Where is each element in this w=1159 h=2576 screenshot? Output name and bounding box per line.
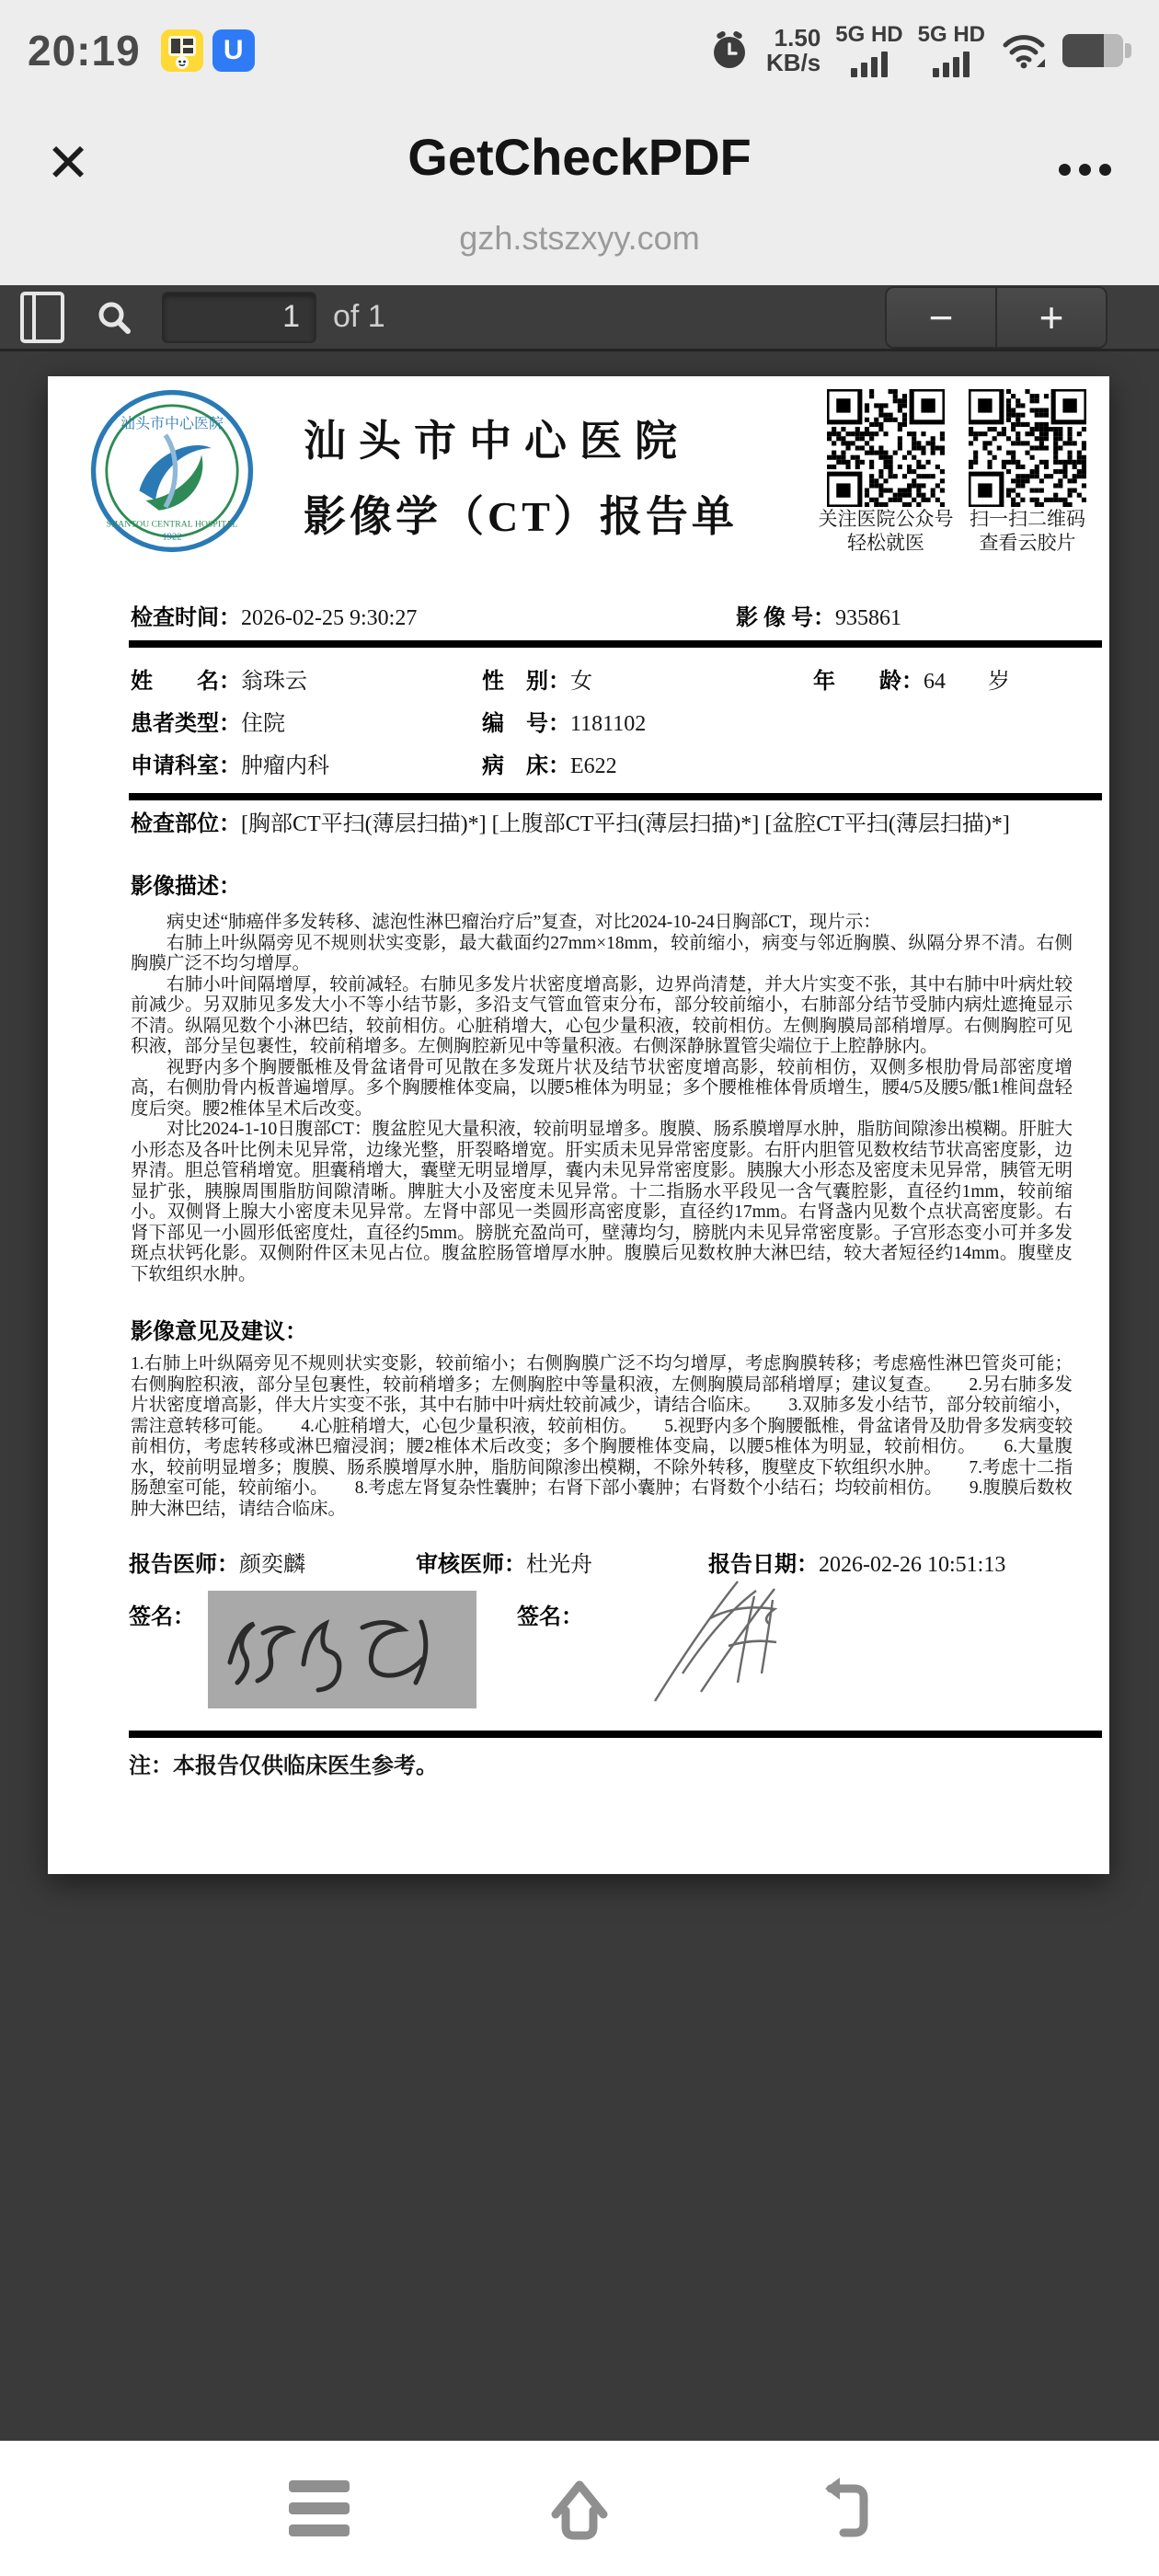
report-doctor-signature <box>208 1591 476 1708</box>
svg-text:1922: 1922 <box>162 531 182 543</box>
xianyu-app-glyph <box>161 29 203 72</box>
notification-app-icons <box>161 29 255 72</box>
qr-film-figure <box>964 389 1091 555</box>
description-paragraph: 病史述“肺癌伴多发转移、滤泡性淋巴瘤治疗后”复查，对比2024-10-24日胸部CT，现片示： <box>166 913 881 932</box>
report-doctor: 报告医师：颜奕麟 <box>129 1553 305 1577</box>
qr-follow-caption: 关注医院公众号 轻松就医 <box>818 508 954 554</box>
report-titles <box>304 408 738 544</box>
signature-strokes <box>600 1563 876 1710</box>
zoom-in-button[interactable]: + <box>997 288 1106 347</box>
opinion-paragraph: 1.右肺上叶纵隔旁见不规则状实变影，较前缩小；右侧胸膜广泛不均匀增厚，考虑胸膜转移；考虑癌性淋巴管炎可能；右侧胸腔积液，部分呈包裹性，较前稍增多；左侧胸腔中等量积液，左侧胸膜局部稍增厚；建议复查。 2.另右肺多发片状密度增高影，伴大片实变不张，其中右肺中叶病灶较前减少，请结合临床。 3.双肺多发小结节，部分较前缩小，需注意转移可能。 4.心脏稍增大，心包少量积液，较前相仿。 5.视野内多个胸腰骶椎，骨盆诸骨及肋骨多发病变较前相仿，考虑转移或淋巴瘤浸润；腰2椎体术后改变；多个胸腰椎体变扁，以腰5椎体为明显，较前相仿。 6.大量腹水，较前明显增多；腹膜、肠系膜增厚水肿，脂肪间隙渗出模糊，不除外转移，腹壁皮下软组织水肿。 7.考虑十二指肠憩室可能，较前缩小。 8.考虑左肾复杂性囊肿；右肾下部小囊肿；右肾数个小结石；均较前相仿。 9.腹膜后数枚肿大淋巴结，请结合临床。 <box>131 1354 1073 1519</box>
divider <box>129 640 1102 648</box>
signal-bars-icon <box>933 50 970 77</box>
image-number: 影 像 号：935861 <box>736 606 901 630</box>
svg-text:SHANTOU CENTRAL HOSPITAL: SHANTOU CENTRAL HOSPITAL <box>106 519 238 530</box>
patient-gender: 性 别：女 <box>482 669 592 694</box>
alarm-clock-icon <box>707 29 752 73</box>
search-icon <box>94 297 134 338</box>
home-button[interactable] <box>543 2472 616 2546</box>
close-icon[interactable]: ✕ <box>45 133 91 193</box>
divider <box>129 1731 1102 1738</box>
request-dept: 申请科室：肿瘤内科 <box>131 753 329 778</box>
network-speed: 1.50 KB/s <box>766 23 821 76</box>
patient-name: 姓 名：翁珠云 <box>131 669 307 694</box>
back-icon <box>803 2472 877 2546</box>
footer-note: 注：本报告仅供临床医生参考。 <box>129 1754 438 1778</box>
qr-film-code <box>969 389 1086 507</box>
exam-time-row <box>131 599 1067 631</box>
patient-row <box>131 657 1067 699</box>
back-button[interactable] <box>803 2472 877 2546</box>
description-paragraph: 右肺小叶间隔增厚，较前减轻。右肺见多发片状密度增高影，边界尚清楚，并大片实变不张，其中右肺中叶病灶较前减少。另双肺见多发大小不等小结节影，多沿支气管血管束分布，部分较前缩小，右肺部分结节受肺内病灶遮掩显示不清。纵隔见数个小淋巴结，较前相仿。心脏稍增大，心包少量积液，较前相仿。左侧胸膜局部稍增厚。右侧胸腔可见积液，部分呈包裹性，较前稍增多。左侧胸腔新见中等量积液。右侧深静脉置管尖端位于上腔静脉内。 <box>131 974 1073 1056</box>
battery-icon <box>1062 34 1131 67</box>
patient-type: 患者类型：住院 <box>131 711 285 736</box>
patient-number: 编 号：1181102 <box>482 711 647 736</box>
signature-strokes <box>208 1591 476 1708</box>
sim1-signal: 5G HD <box>835 24 902 77</box>
pdf-toolbar <box>0 285 1159 351</box>
patient-age: 年 龄：64 岁 <box>813 669 1010 694</box>
description-heading: 影像描述： <box>131 875 241 899</box>
signature-row <box>129 1591 1073 1721</box>
home-icon <box>543 2472 616 2546</box>
signal-bars-icon <box>851 50 888 77</box>
zoom-controls <box>885 286 1107 349</box>
hospital-name: 汕头市中心医院 <box>304 418 690 465</box>
menu-icon <box>289 2480 350 2536</box>
sidebar-toggle-button[interactable] <box>18 293 66 341</box>
divider <box>129 793 1102 800</box>
wifi-icon <box>1000 30 1048 71</box>
patient-row <box>131 699 1067 742</box>
review-doctor-signature <box>600 1563 876 1710</box>
search-button[interactable] <box>90 293 138 341</box>
uc-app-icon: U <box>212 29 255 72</box>
android-nav-bar <box>0 2441 1159 2576</box>
review-doctor: 审核医师：杜光舟 <box>416 1553 592 1577</box>
report-header <box>90 389 1091 571</box>
qr-follow-figure <box>818 389 954 555</box>
sign-label: 签名： <box>517 1605 583 1629</box>
exam-time: 检查时间：2026-02-25 9:30:27 <box>131 606 418 630</box>
qr-codes <box>818 389 1091 555</box>
more-menu-icon[interactable] <box>1059 164 1111 176</box>
qr-film-caption: 扫一扫二维码 查看云胶片 <box>970 508 1085 554</box>
status-indicators <box>707 24 1131 77</box>
svg-text:汕头市中心医院: 汕头市中心医院 <box>120 416 224 432</box>
patient-row <box>131 742 1067 784</box>
app-header <box>0 101 1159 285</box>
description-paragraph: 视野内多个胸腰骶椎及骨盆诸骨可见散在多发斑片状及结节状密度增高影，较前相仿，双侧多根肋骨局部密度增高，右侧肋骨内板普遍增厚。多个胸腰椎体变扁，以腰5椎体为明显；多个腰椎椎体骨质增生，腰4/5及腰5/骶1椎间盘轻度后突。腰2椎体呈术后改变。 <box>131 1057 1073 1119</box>
patient-info <box>131 657 1067 784</box>
sign-label: 签名： <box>129 1605 195 1629</box>
report-page <box>48 376 1109 1874</box>
opinion-body <box>131 1354 1073 1520</box>
sim2-signal: 5G HD <box>918 24 985 77</box>
page-title: GetCheckPDF <box>407 128 752 186</box>
qr-follow-code <box>827 389 945 507</box>
report-date: 报告日期：2026-02-26 10:51:13 <box>708 1553 1006 1577</box>
page-number-input[interactable]: 1 <box>162 292 316 343</box>
status-bar <box>0 0 1159 101</box>
clock-time: 20:19 <box>28 27 141 75</box>
description-paragraph: 右肺上叶纵隔旁见不规则状实变影，最大截面约27mm×18mm，较前缩小，病变与邻近胸膜、纵隔分界不清。右侧胸膜广泛不均匀增厚。 <box>131 933 1073 973</box>
page-count-label: of 1 <box>333 299 385 334</box>
bed-number: 病 床：E622 <box>482 753 617 778</box>
description-body <box>131 913 1073 1285</box>
exam-parts: 检查部位：[胸部CT平扫(薄层扫描)*] [上腹部CT平扫(薄层扫描)*] [盆腔CT平扫(薄层扫描)*] <box>131 812 1010 836</box>
recents-menu-button[interactable] <box>282 2472 356 2546</box>
description-paragraph: 对比2024-1-10日腹部CT：腹盆腔见大量积液，较前明显增多。腹膜、肠系膜增厚水肿，脂肪间隙渗出模糊。肝脏大小形态及各叶比例未见异常，边缘光整，肝裂略增宽。肝实质未见异常密度影。右肝内胆管见数枚结节状高密度影，边界清。胆总管稍增宽。胆囊稍增大，囊壁无明显增厚，囊内未见异常密度影。胰腺大小形态及密度未见异常，胰管无明显扩张，胰腺周围脂肪间隙清晰。脾脏大小及密度未见异常。十二指肠水平段见一含气囊腔影，直径约1mm，较前缩小。双侧肾上腺大小密度未见异常。左肾中部见一类圆形高密度影，直径约17mm。右肾盏内见数个点状高密度影。右肾下部见一小圆形低密度灶，直径约5mm。膀胱充盈尚可，壁薄均匀，膀胱内未见异常密度影。子宫形态变小可并多发斑点状钙化影。双侧附件区未见占位。腹盆腔肠管增厚水肿。腹膜后见数枚肿大淋巴结，较大者短径约14mm。腹壁皮下软组织水肿。 <box>131 1120 1073 1284</box>
report-type-title: 影像学（CT）报告单 <box>304 493 738 540</box>
pdf-viewer-area[interactable] <box>0 354 1159 2441</box>
zoom-out-button[interactable]: − <box>887 288 997 347</box>
sidebar-icon <box>20 292 64 343</box>
site-url: gzh.stszxyy.com <box>459 219 700 257</box>
opinion-heading: 影像意见及建议： <box>131 1320 307 1344</box>
xianyu-app-icon <box>161 29 203 72</box>
hospital-logo <box>90 389 254 553</box>
